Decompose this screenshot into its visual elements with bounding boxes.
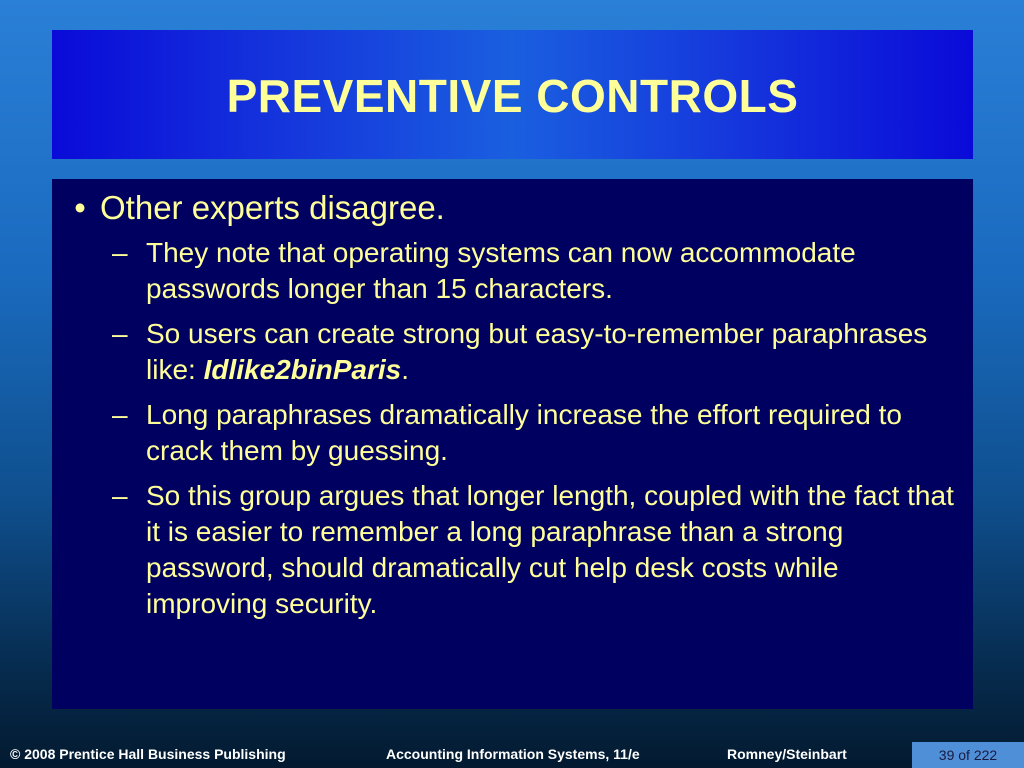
- main-bullet-text: Other experts disagree.: [100, 189, 445, 226]
- dash-marker: –: [112, 480, 128, 511]
- subpoint-list: [112, 235, 957, 631]
- subpoint: [112, 397, 957, 469]
- content-panel: [52, 179, 973, 709]
- slide-footer: [0, 742, 1024, 768]
- main-bullet: [60, 189, 445, 227]
- page-indicator: 39 of 222: [912, 742, 1024, 768]
- footer-copyright: © 2008 Prentice Hall Business Publishing: [10, 746, 286, 762]
- footer-book-title: Accounting Information Systems, 11/e: [386, 746, 640, 762]
- dash-marker: –: [112, 399, 128, 430]
- subpoint-text-after: .: [401, 354, 409, 385]
- bullet-marker: •: [74, 189, 86, 226]
- subpoint-text: [146, 316, 957, 388]
- subpoint: [112, 316, 957, 388]
- slide-title: PREVENTIVE CONTROLS: [226, 69, 799, 122]
- title-banner: [52, 30, 973, 159]
- subpoint-text: They note that operating systems can now accommodate passwords longer than 15 characters.: [146, 237, 856, 304]
- example-passphrase: Idlike2binParis: [203, 354, 402, 385]
- subpoint: [112, 235, 957, 307]
- subpoint-text: So this group argues that longer length, coupled with the fact that it is easier to remember a long paraphrase than a strong password, should dramatically cut help desk costs while improving security.: [146, 480, 954, 619]
- dash-marker: –: [112, 318, 128, 349]
- footer-authors: Romney/Steinbart: [727, 746, 847, 762]
- subpoint-text-before: So users can create strong but easy-to-remember paraphrases like:: [146, 318, 928, 385]
- subpoint-text: Long paraphrases dramatically increase the effort required to crack them by guessing.: [146, 399, 902, 466]
- subpoint: [112, 478, 957, 622]
- dash-marker: –: [112, 237, 128, 268]
